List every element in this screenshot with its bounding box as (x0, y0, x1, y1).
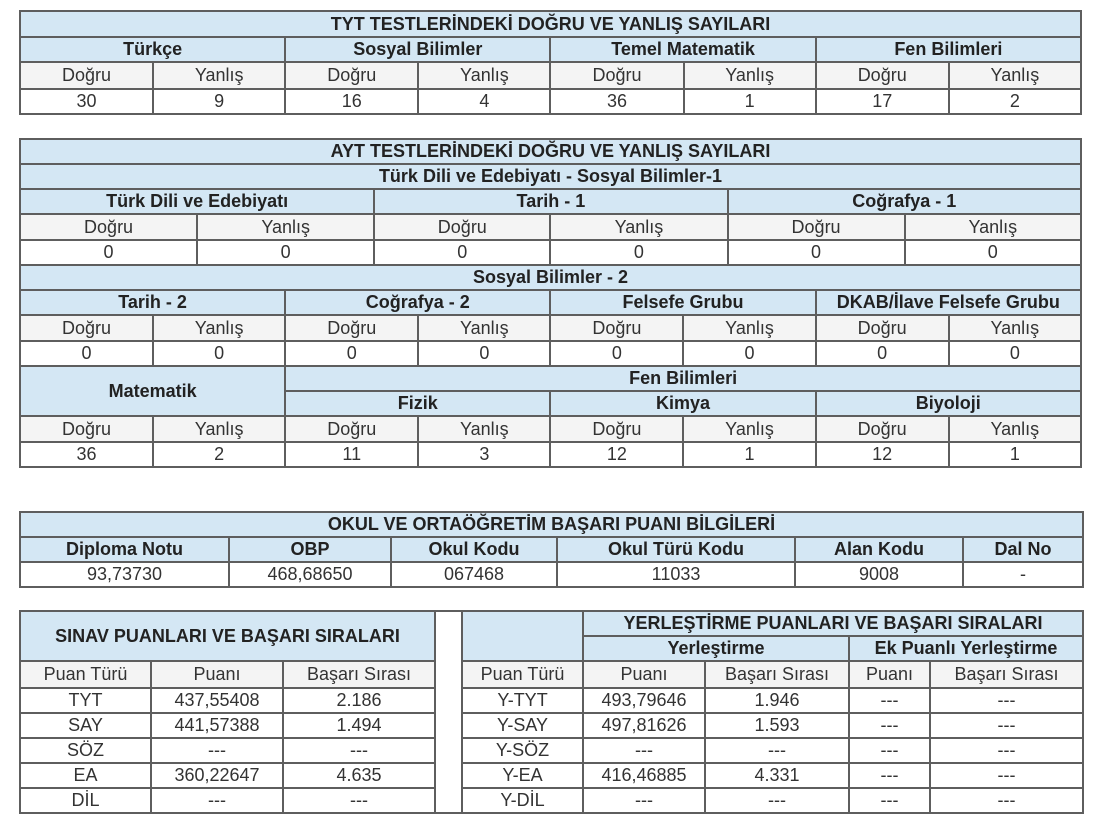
dogru-value: 0 (285, 341, 418, 366)
table-row: --- (283, 738, 435, 763)
scores-table (19, 610, 1084, 814)
dogru-value: 36 (20, 442, 153, 467)
dogru-label: Doğru (816, 315, 949, 341)
dogru-label: Doğru (550, 315, 683, 341)
yanlis-label: Yanlış (550, 214, 727, 240)
yanlis-label: Yanlış (153, 416, 285, 442)
dogru-value: 0 (374, 240, 550, 265)
okul-value: 11033 (557, 562, 795, 587)
dogru-value: 16 (285, 89, 418, 114)
table-row: --- (930, 738, 1083, 763)
dogru-value: 11 (285, 442, 418, 467)
yanlis-label: Yanlış (949, 416, 1081, 442)
yanlis-label: Yanlış (153, 315, 285, 341)
sinav-header: Puan Türü (20, 661, 151, 688)
dogru-value: 0 (816, 341, 949, 366)
sinav-header: Başarı Sırası (283, 661, 435, 688)
yerlestirme-header: Başarı Sırası (705, 661, 849, 688)
okul-header: OBP (229, 537, 391, 562)
dogru-label: Doğru (20, 315, 153, 341)
yanlis-label: Yanlış (418, 315, 550, 341)
yanlis-label: Yanlış (153, 62, 285, 89)
dogru-label: Doğru (374, 214, 550, 240)
table-row: Y-DİL (462, 788, 583, 813)
dogru-value: 0 (20, 240, 197, 265)
okul-header: Okul Türü Kodu (557, 537, 795, 562)
fen-bilimleri-header: Fen Bilimleri (285, 366, 1081, 391)
ayt-subject-header: Tarih - 2 (20, 290, 285, 315)
table-row: 1.593 (705, 713, 849, 738)
okul-header: Dal No (963, 537, 1083, 562)
ayt-subject-header: Türk Dili ve Edebiyatı (20, 189, 374, 214)
yerlestirme-header: Başarı Sırası (930, 661, 1083, 688)
table-row: --- (849, 763, 930, 788)
yanlis-label: Yanlış (949, 62, 1081, 89)
table-row: --- (930, 788, 1083, 813)
ayt-subject-header: Kimya (550, 391, 815, 416)
yanlis-label: Yanlış (905, 214, 1081, 240)
yanlis-value: 4 (418, 89, 550, 114)
ayt-subject-header: DKAB/İlave Felsefe Grubu (816, 290, 1081, 315)
ayt-group2-title: Sosyal Bilimler - 2 (20, 265, 1081, 290)
yanlis-label: Yanlış (418, 62, 550, 89)
dogru-label: Doğru (816, 416, 949, 442)
table-row: --- (583, 738, 705, 763)
yanlis-value: 1 (684, 89, 816, 114)
table-row: SAY (20, 713, 151, 738)
yanlis-value: 1 (683, 442, 815, 467)
ayt-group1-title: Türk Dili ve Edebiyatı - Sosyal Bilimler-1 (20, 164, 1081, 189)
table-row: --- (849, 713, 930, 738)
dogru-label: Doğru (20, 214, 197, 240)
yanlis-value: 0 (153, 341, 285, 366)
dogru-label: Doğru (550, 62, 683, 89)
okul-value: 468,68650 (229, 562, 391, 587)
yanlis-value: 0 (949, 341, 1081, 366)
dogru-label: Doğru (816, 62, 949, 89)
table-row: --- (849, 688, 930, 713)
table-row: DİL (20, 788, 151, 813)
yanlis-value: 2 (949, 89, 1081, 114)
table-row: 437,55408 (151, 688, 283, 713)
table-row: 1.494 (283, 713, 435, 738)
table-row: 1.946 (705, 688, 849, 713)
table-row: 497,81626 (583, 713, 705, 738)
yerlestirme-corner (462, 611, 583, 661)
table-row: --- (849, 738, 930, 763)
yanlis-label: Yanlış (418, 416, 550, 442)
dogru-value: 0 (550, 341, 683, 366)
table-row: SÖZ (20, 738, 151, 763)
ayt-subject-header: Tarih - 1 (374, 189, 727, 214)
yerlestirme-title: YERLEŞTİRME PUANLARI VE BAŞARI SIRALARI (583, 611, 1083, 636)
ayt-subject-header: Coğrafya - 2 (285, 290, 550, 315)
table-row: --- (705, 738, 849, 763)
dogru-label: Doğru (550, 416, 683, 442)
table-row: 2.186 (283, 688, 435, 713)
ayt-subject-header: Felsefe Grubu (550, 290, 815, 315)
table-row: 4.331 (705, 763, 849, 788)
ayt-table (19, 138, 1082, 468)
yanlis-value: 1 (949, 442, 1081, 467)
yanlis-value: 0 (905, 240, 1081, 265)
yanlis-value: 0 (197, 240, 374, 265)
tyt-subject-header: Türkçe (20, 37, 285, 62)
table-row: Y-EA (462, 763, 583, 788)
tyt-subject-header: Temel Matematik (550, 37, 815, 62)
ayt-subject-header: Fizik (285, 391, 550, 416)
yerlestirme-header: Puanı (849, 661, 930, 688)
yanlis-value: 2 (153, 442, 285, 467)
table-row: --- (849, 788, 930, 813)
dogru-value: 36 (550, 89, 683, 114)
table-row: --- (705, 788, 849, 813)
tyt-table (19, 10, 1082, 115)
tyt-subject-header: Sosyal Bilimler (285, 37, 550, 62)
table-row: --- (930, 688, 1083, 713)
sinav-title: SINAV PUANLARI VE BAŞARI SIRALARI (20, 611, 435, 661)
okul-table (19, 511, 1084, 588)
yanlis-value: 9 (153, 89, 285, 114)
okul-header: Okul Kodu (391, 537, 557, 562)
table-row: Y-SÖZ (462, 738, 583, 763)
okul-value: 9008 (795, 562, 963, 587)
okul-title: OKUL VE ORTAÖĞRETİM BAŞARI PUANI BİLGİLERİ (20, 512, 1083, 537)
table-gap (435, 611, 462, 813)
yanlis-label: Yanlış (684, 62, 816, 89)
table-row: TYT (20, 688, 151, 713)
dogru-label: Doğru (20, 62, 153, 89)
yanlis-value: 0 (683, 341, 815, 366)
table-row: --- (930, 713, 1083, 738)
table-row: 441,57388 (151, 713, 283, 738)
table-row: EA (20, 763, 151, 788)
okul-value: 93,73730 (20, 562, 229, 587)
dogru-value: 12 (816, 442, 949, 467)
table-row: Y-SAY (462, 713, 583, 738)
okul-value: - (963, 562, 1083, 587)
table-row: Y-TYT (462, 688, 583, 713)
dogru-value: 17 (816, 89, 949, 114)
table-row: 416,46885 (583, 763, 705, 788)
ayt-subject-header: Coğrafya - 1 (728, 189, 1082, 214)
sinav-header: Puanı (151, 661, 283, 688)
table-row: --- (151, 788, 283, 813)
okul-value: 067468 (391, 562, 557, 587)
table-row: --- (930, 763, 1083, 788)
dogru-value: 0 (728, 240, 905, 265)
ayt-subject-header: Biyoloji (816, 391, 1081, 416)
table-row: --- (151, 738, 283, 763)
table-row: --- (283, 788, 435, 813)
yanlis-value: 3 (418, 442, 550, 467)
tyt-title: TYT TESTLERİNDEKİ DOĞRU VE YANLIŞ SAYILARI (20, 11, 1081, 37)
dogru-label: Doğru (285, 315, 418, 341)
dogru-value: 12 (550, 442, 683, 467)
yanlis-label: Yanlış (949, 315, 1081, 341)
yerlestirme-sub-header: Yerleştirme (583, 636, 849, 661)
okul-header: Diploma Notu (20, 537, 229, 562)
table-row: 493,79646 (583, 688, 705, 713)
dogru-label: Doğru (728, 214, 905, 240)
yanlis-label: Yanlış (683, 315, 815, 341)
yanlis-value: 0 (418, 341, 550, 366)
okul-header: Alan Kodu (795, 537, 963, 562)
dogru-label: Doğru (285, 62, 418, 89)
table-row: 360,22647 (151, 763, 283, 788)
tyt-subject-header: Fen Bilimleri (816, 37, 1081, 62)
dogru-value: 30 (20, 89, 153, 114)
dogru-label: Doğru (285, 416, 418, 442)
yanlis-value: 0 (550, 240, 727, 265)
table-row: --- (583, 788, 705, 813)
dogru-label: Doğru (20, 416, 153, 442)
yerlestirme-header: Puan Türü (462, 661, 583, 688)
yanlis-label: Yanlış (197, 214, 374, 240)
dogru-value: 0 (20, 341, 153, 366)
yanlis-label: Yanlış (683, 416, 815, 442)
table-row: 4.635 (283, 763, 435, 788)
ek-puanli-sub-header: Ek Puanlı Yerleştirme (849, 636, 1083, 661)
ayt-title: AYT TESTLERİNDEKİ DOĞRU VE YANLIŞ SAYILARI (20, 139, 1081, 164)
matematik-header: Matematik (20, 366, 285, 416)
yerlestirme-header: Puanı (583, 661, 705, 688)
